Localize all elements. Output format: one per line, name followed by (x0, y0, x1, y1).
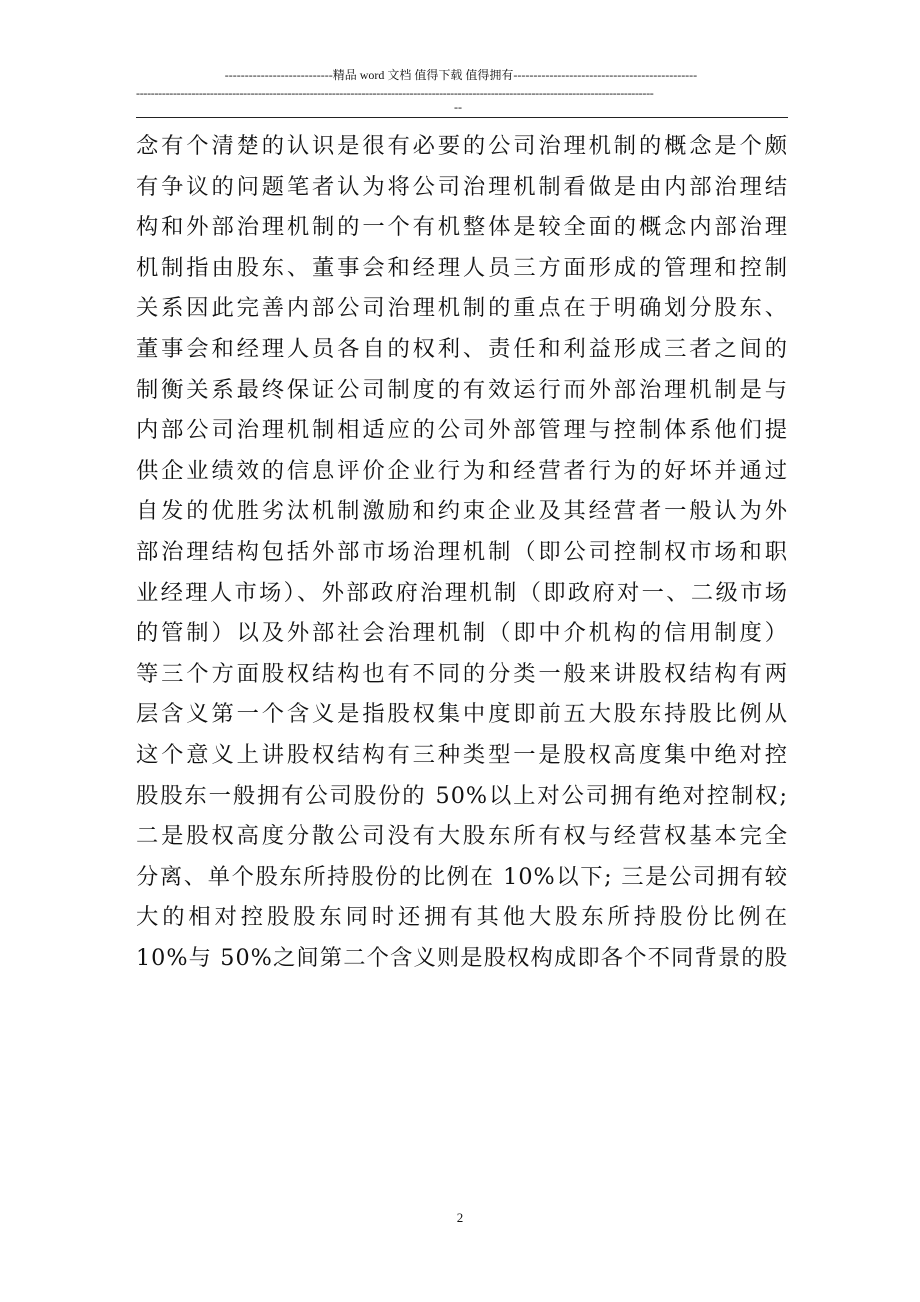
body-line: 关系因此完善内部公司治理机制的重点在于明确划分股东、 (136, 295, 788, 322)
header-rule (136, 117, 788, 118)
body-line: 这个意义上讲股权结构有三种类型一是股权高度集中绝对控 (136, 741, 788, 768)
body-line: 董事会和经理人员各自的权利、责任和利益形成三者之间的 (136, 335, 788, 362)
body-line: 层含义第一个含义是指股权集中度即前五大股东持股比例从 (136, 701, 788, 728)
header-dash-tail: -- (454, 100, 462, 114)
body-paragraph (136, 126, 788, 978)
body-line: 有争议的问题笔者认为将公司治理机制看做是由内部治理结 (136, 173, 788, 200)
body-line: 内部公司治理机制相适应的公司外部管理与控制体系他们提 (136, 417, 788, 444)
body-line: 业经理人市场）、外部政府治理机制（即政府对一、二级市场 (136, 579, 788, 606)
header-banner: ---------------------------精品 word 文档 值得下载 值得拥有---------------------------------------------- (224, 68, 698, 82)
body-line: 二是股权高度分散公司没有大股东所有权与经营权基本完全 (136, 823, 788, 850)
body-line: 部治理结构包括外部市场治理机制（即公司控制权市场和职 (136, 538, 788, 565)
body-line: 的管制）以及外部社会治理机制（即中介机构的信用制度） (136, 620, 788, 647)
body-line: 念有个清楚的认识是很有必要的公司治理机制的概念是个颇 (136, 133, 788, 159)
page-number: 2 (456, 1210, 464, 1225)
body-line: 大的相对控股股东同时还拥有其他大股东所持股份比例在 (136, 904, 788, 931)
header-dash-line: -------------------------------------------------------------------------------------------------------------------------------------------- (136, 86, 654, 100)
body-line: 制衡关系最终保证公司制度的有效运行而外部治理机制是与 (136, 376, 788, 403)
body-line: 分离、单个股东所持股份的比例在 10%以下; 三是公司拥有较 (136, 863, 788, 890)
body-line: 10%与 50%之间第二个含义则是股权构成即各个不同背景的股 (136, 944, 788, 971)
body-line: 等三个方面股权结构也有不同的分类一般来讲股权结构有两 (136, 660, 788, 687)
body-line: 股股东一般拥有公司股份的 50%以上对公司拥有绝对控制权; (136, 782, 788, 809)
body-line: 供企业绩效的信息评价企业行为和经营者行为的好坏并通过 (136, 457, 788, 484)
body-line: 自发的优胜劣汰机制激励和约束企业及其经营者一般认为外 (136, 498, 788, 525)
body-line: 构和外部治理机制的一个有机整体是较全面的概念内部治理 (136, 214, 788, 241)
body-line: 机制指由股东、董事会和经理人员三方面形成的管理和控制 (136, 254, 788, 281)
